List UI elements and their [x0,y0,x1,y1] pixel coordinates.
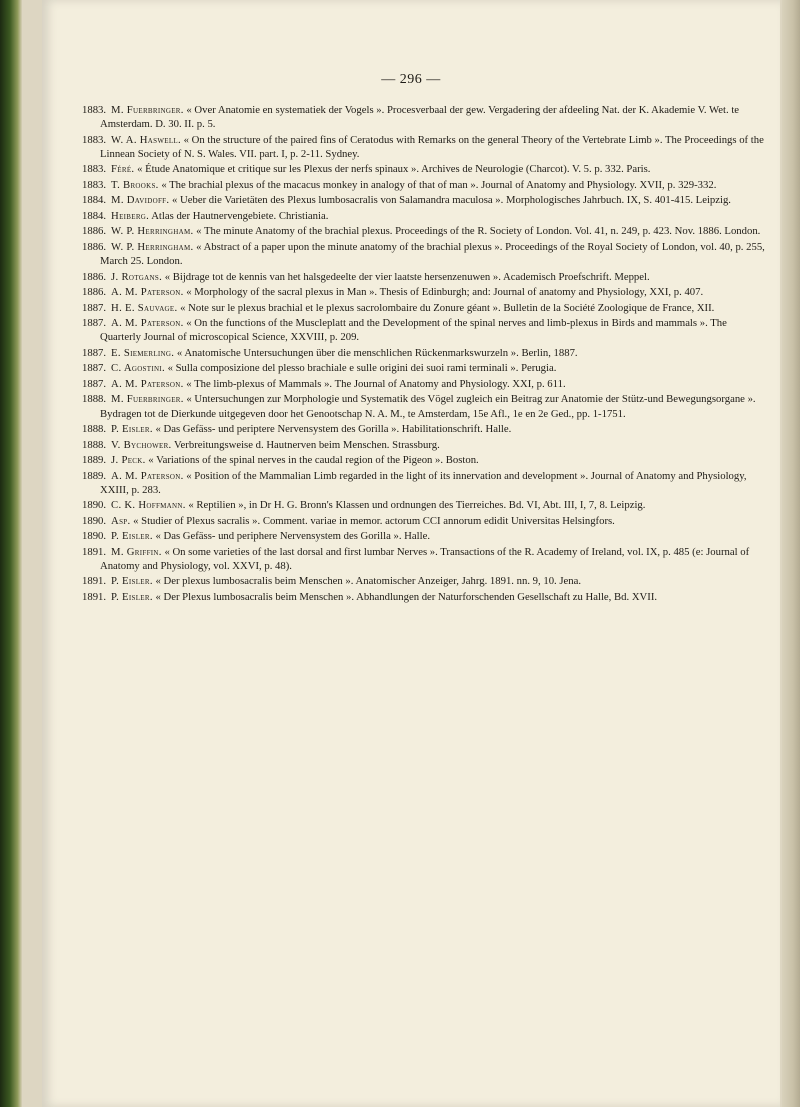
reference-text: Atlas der Hautnervengebiete. Christiania. [151,209,329,222]
reference-text: « Note sur le plexus brachial et le plexus sacrolombaire du Zonure géant ». Bulletin de la Société Zoologique de France, XII. [180,301,715,314]
reference-year: 1887. [82,362,107,375]
reference-text: « On the structure of the paired fins of Ceratodus with Remarks on the general Theory of the Vertebrate Limb ». The Proceedings of the Linnean Society of N. S. Wales. VII. part. I, p. 2-11. Sydney. [100,133,764,160]
reference-entry [82,316,770,344]
reference-author: W. P. Herringham. [111,225,194,238]
reference-author: W. A. Haswell. [111,133,181,146]
reference-year: 1890. [82,499,107,512]
reference-author: Heiberg. [111,209,150,222]
reference-author: P. Eisler. [111,575,153,588]
reference-entry [82,133,770,161]
reference-author: P. Eisler. [111,590,153,603]
reference-year: 1887. [82,377,107,390]
reference-year: 1886. [82,270,107,283]
book-page [42,0,780,1107]
reference-entry [82,529,770,543]
reference-entry [82,162,770,176]
reference-year: 1891. [82,545,107,558]
reference-entry [82,270,770,284]
reference-author: P. Eisler. [111,423,153,436]
reference-text: « Over Anatomie en systematiek der Vogels ». Procesverbaal der gew. Vergadering der afdeeling Nat. der K. Akademie V. Wet. te Amsterdam. D. 30. II. p. 5. [100,104,740,131]
page-number: — 296 — [381,72,441,87]
reference-text: « Reptilien », in Dr H. G. Bronn's Klassen und ordnungen des Tierreiches. Bd. VI, Abt. III, I, 7, 8. Leipzig. [188,499,646,512]
reference-author: A. M. Paterson. [111,317,184,330]
reference-entry [82,545,770,573]
reference-year: 1890. [82,514,107,527]
reference-text: « The brachial plexus of the macacus monkey in analogy of that of man ». Journal of Anatomy and Physiology. XVII, p. 329-332. [161,178,717,191]
reference-entry [82,469,770,497]
reference-author: W. P. Herringham. [111,240,194,253]
reference-year: 1883. [82,133,107,146]
reference-year: 1883. [82,163,107,176]
reference-text: « Studier of Plexus sacralis ». Comment. variae in memor. actorum CCI annorum edidit Universitas Helsingfors. [133,514,615,527]
reference-author: J. Rotgans. [111,270,163,283]
reference-year: 1890. [82,530,107,543]
reference-year: 1887. [82,301,107,314]
reference-text: « Das Gefäss- und periptere Nervensystem des Gorilla ». Habilitationschrift. Halle. [155,423,512,436]
reference-year: 1883. [82,104,107,116]
reference-entry [82,514,770,528]
reference-text: « On some varieties of the last dorsal and first lumbar Nerves ». Transactions of the R. Academy of Ireland, vol. IX, p. 485 (e: Journal of Anatomy and Physiology, vol. XXVI, p. 48). [100,545,750,572]
reference-entry [82,193,770,207]
reference-author: T. Brooks. [111,178,159,191]
reference-entry [82,498,770,512]
reference-text: « Das Gefäss- und periphere Nervensystem des Gorilla ». Halle. [155,530,430,543]
reference-entry [82,438,770,452]
reference-entry [82,103,770,131]
reference-year: 1884. [82,209,107,222]
reference-text: « Anatomische Untersuchungen über die menschlichen Rückenmarkswurzeln ». Berlin, 1887. [176,346,578,359]
reference-year: 1887. [82,346,107,359]
reference-entry [82,377,770,391]
reference-author: Féré. [111,163,135,176]
reference-entry [82,346,770,360]
reference-list [82,103,770,605]
reference-year: 1888. [82,423,107,436]
reference-text: Verbreitungsweise d. Hautnerven beim Menschen. Strassburg. [174,438,440,451]
reference-year: 1888. [82,438,107,451]
reference-entry [82,590,770,604]
reference-entry [82,224,770,238]
reference-text: « The limb-plexus of Mammals ». The Journal of Anatomy and Physiology. XXI, p. 611. [186,377,566,390]
reference-entry [82,392,770,420]
reference-author: M. Fuerbringer. [111,393,184,406]
reference-text: « Position of the Mammalian Limb regarded in the light of its innervation and development ». Journal of Anatomy and Physiology, XXIII, p. 283. [100,469,747,496]
reference-year: 1886. [82,240,107,253]
reference-author: A. M. Paterson. [111,377,184,390]
page-stack-edge [782,0,800,1107]
reference-text: « Der Plexus lumbosacralis beim Menschen ». Abhandlungen der Naturforschenden Gesellschaft zu Halle, Bd. XVII. [155,590,658,603]
reference-author: A. M. Paterson. [111,286,184,299]
reference-year: 1891. [82,590,107,603]
reference-text: « Variations of the spinal nerves in the caudal region of the Pigeon ». Boston. [148,454,479,467]
reference-entry [82,301,770,315]
reference-text: « Morphology of the sacral plexus in Man ». Thesis of Edinburgh; and: Journal of anatomy and Physiology, XXI, p. 407. [186,286,704,299]
reference-author: C. Agostini. [111,362,165,375]
reference-author: C. K. Hoffmann. [111,499,186,512]
reference-author: V. Bychower. [111,438,172,451]
reference-year: 1886. [82,225,107,238]
reference-year: 1886. [82,286,107,299]
reference-year: 1884. [82,194,107,207]
reference-author: M. Fuerbringer. [111,104,184,116]
reference-year: 1889. [82,454,107,467]
reference-entry [82,453,770,467]
reference-year: 1883. [82,178,107,191]
reference-entry [82,178,770,192]
reference-year: 1887. [82,317,107,330]
reference-year: 1891. [82,575,107,588]
reference-author: E. Siemerling. [111,346,175,359]
reference-year: 1888. [82,393,107,406]
reference-text: « Abstract of a paper upon the minute anatomy of the brachial plexus ». Proceedings of the Royal Society of London, vol. 40, p. 255, March 25. London. [100,240,765,268]
reference-text: « Bijdrage tot de kennis van het halsgedeelte der vier laatste hersenzenuwen ». Academisch Proefschrift. Meppel. [164,270,650,283]
reference-text: « Ueber die Varietäten des Plexus lumbosacralis von Salamandra maculosa ». Morphologisches Jahrbuch. IX, S. 401-415. Leipzig. [172,194,731,207]
reference-author: H. E. Sauvage. [111,301,178,314]
reference-author: J. Peck. [111,454,146,467]
reference-entry [82,209,770,223]
reference-text: « Étude Anatomique et critique sur les Plexus der nerfs spinaux ». Archives de Neurologie (Charcot). V. 5. p. 332. Paris. [137,163,651,176]
reference-entry [82,574,770,588]
reference-entry [82,240,770,268]
reference-author: Asp. [111,514,131,527]
book-spine-edge [0,0,22,1107]
reference-text: « On the functions of the Muscleplatt and the Development of the spinal nerves and limb-plexus in Birds and mammals ». The Quarterly Journal of microscopical Science, XXVIII, p. 209. [100,317,727,344]
reference-author: A. M. Paterson. [111,469,184,482]
reference-text: « Untersuchungen zur Morphologie und Systematik des Vögel zugleich ein Beitrag zur Anatomie der Stütz-und Bewegungsorgane ». Bydragen tot de Dierkunde uitgegeven door het Genootschap N. A. M., te Amsterdam, 15e Afl., 1e en 2e Ged., pp. 1-1751. [100,393,756,420]
reference-author: M. Davidoff. [111,194,170,207]
reference-text: « Sulla composizione del plesso brachiale e sulle origini dei suoi rami terminali ». Perugia. [167,362,557,375]
reference-entry [82,422,770,436]
reference-entry [82,361,770,375]
reference-author: P. Eisler. [111,530,153,543]
reference-author: M. Griffin. [111,545,162,558]
reference-entry [82,285,770,299]
reference-text: « The minute Anatomy of the brachial plexus. Proceedings of the R. Society of London. Vol. 41, n. 249, p. 423. Nov. 1886. London. [196,225,761,238]
reference-year: 1889. [82,469,107,482]
reference-text: « Der plexus lumbosacralis beim Menschen ». Anatomischer Anzeiger, Jahrg. 1891. nn. 9, 10. Jena. [155,575,582,588]
